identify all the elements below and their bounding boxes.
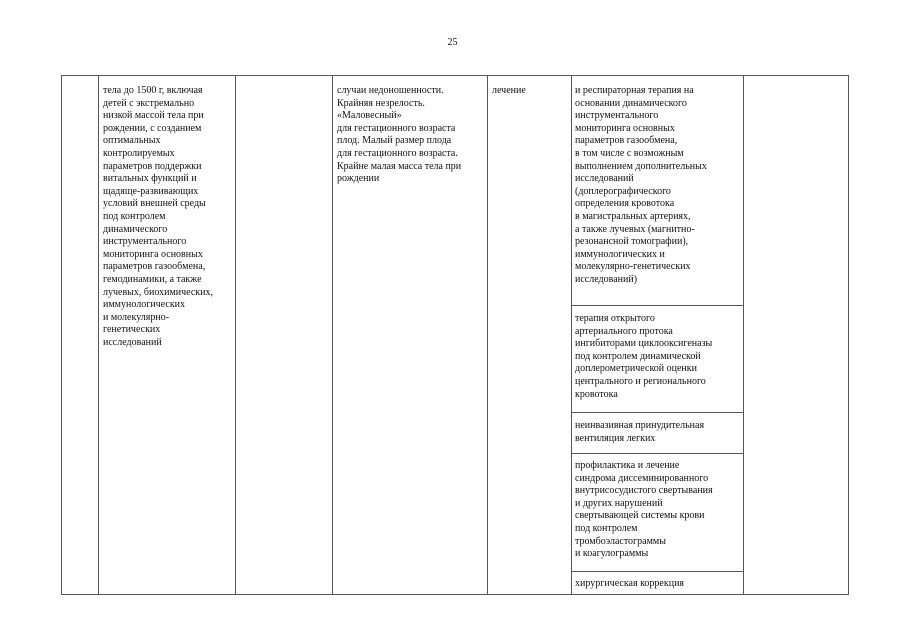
cell-method-1: и респираторная терапия на основании динамического инструментального мониторинга основных параметров газообмена, в том числе с возможным выполнением дополнительных исследований (доплерографического определения кровотока в магистральных артериях, а также лучевых (магнитно- резонансной томографии), иммунологических и молекулярно-генетических исследований)	[575, 85, 707, 285]
page-number: 25	[447, 37, 458, 48]
cell-treatment-type: лечение	[492, 85, 526, 96]
cell-method-3: неинвазивная принудительная вентиляция легких	[575, 420, 705, 444]
cell-method-2: терапия открытого артериального протока ингибиторами циклооксигеназы под контролем динамической доплерометрической оценки центрального и регионального кровотока	[575, 313, 713, 400]
cell-diagnosis: случаи недоношенности. Крайняя незрелость. «Маловесный» для гестационного возраста плод. Малый размер плода для гестационного возраста. Крайне малая масса тела при рождении	[337, 85, 462, 185]
column-divider	[332, 76, 333, 594]
row-divider	[571, 453, 743, 454]
document-table	[61, 75, 849, 595]
column-divider	[487, 76, 488, 594]
column-divider	[571, 76, 572, 594]
row-divider	[571, 305, 743, 306]
column-divider	[235, 76, 236, 594]
column-divider	[98, 76, 99, 594]
cell-method-4: профилактика и лечение синдрома диссеминированного внутрисосудистого свертывания и других нарушений свертывающей системы крови под контролем тромбоэластограммы и коагулограммы	[575, 460, 713, 560]
row-divider	[571, 571, 743, 572]
cell-method-5: хирургическая коррекция	[575, 578, 685, 589]
cell-patient-model: тела до 1500 г, включая детей с экстремально низкой массой тела при рождении, с созданием оптимальных контролируемых параметров поддержки витальных функций и щадяще-развивающих условий внешней среды под контролем динамического инструментального мониторинга основных параметров газообмена, гемодинамики, а также лучевых, биохимических, иммунологических и молекулярно- генетических исследований	[103, 85, 213, 348]
row-divider	[571, 412, 743, 413]
column-divider	[743, 76, 744, 594]
